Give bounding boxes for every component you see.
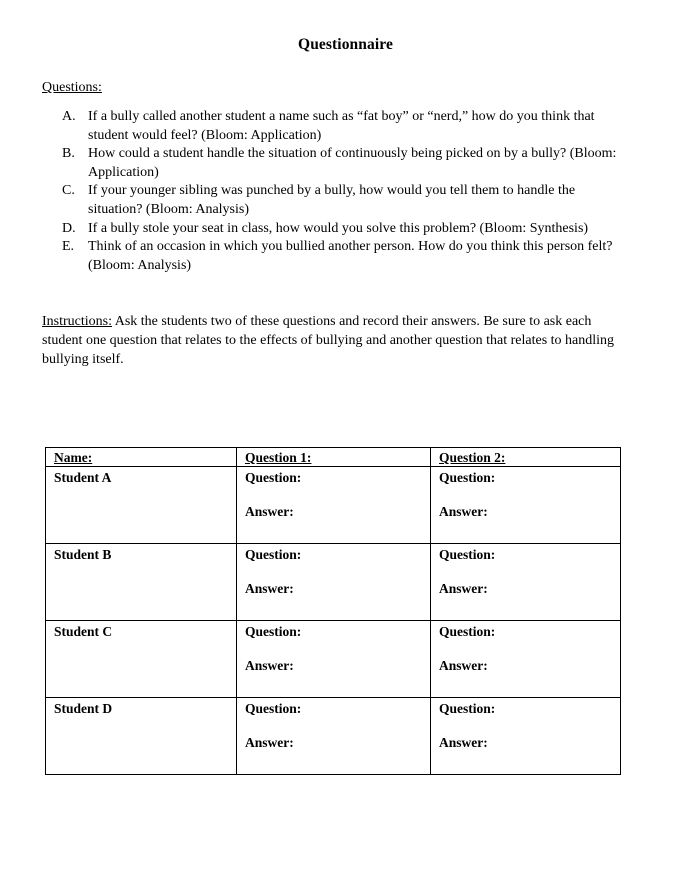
question-2-cell[interactable] [431,698,621,775]
question-1-cell[interactable] [237,467,431,544]
question-1-cell[interactable] [237,698,431,775]
answer-label: Answer: [439,504,488,520]
list-item-text: If a bully called another student a name such as “fat boy” or “nerd,” how do you think that student would feel? (Bloom: Application) [88,109,595,143]
list-item-marker: A. [62,109,76,124]
list-item-marker: C. [62,183,75,199]
list-item-text: Think of an occasion in which you bullied another person. How do you think this person felt? (Bloom: Analysis) [88,239,613,273]
cell-spacer [245,563,430,580]
table-header-question-2-label: Question 2: [439,450,506,466]
instructions-label: Instructions: [42,314,112,330]
table-header-row [46,448,621,467]
list-item [62,238,691,275]
answer-label: Answer: [245,581,294,597]
question-label: Question: [439,624,496,640]
table-header-name-label: Name: [54,450,93,466]
answer-label: Answer: [439,735,488,751]
question-1-cell[interactable] [237,544,431,621]
table-row [46,467,621,544]
list-item [62,108,691,145]
cell-spacer [245,717,430,734]
list-item [62,220,691,239]
questions-list [0,96,691,275]
list-item-text: How could a student handle the situation of continuously being picked on by a bully? (Bloom: Application) [88,146,617,180]
question-label: Question: [245,470,302,486]
instructions-text: Ask the students two of these questions and record their answers. Be sure to ask each student one question that relates to the effects of bullying and another question that relates to handling bullying itself. [42,314,615,367]
table-header-question-2 [431,448,621,467]
list-item-marker: B. [62,146,75,162]
table-header-question-1-label: Question 1: [245,450,312,466]
cell-spacer [245,640,430,657]
question-1-cell[interactable] [237,621,431,698]
list-item-marker: D. [62,220,76,236]
student-name-label: Student B [54,547,112,563]
student-name-label: Student D [54,701,113,717]
student-name-label: Student C [54,624,113,640]
list-item [62,145,691,182]
question-label: Question: [439,547,496,563]
question-label: Question: [245,701,302,717]
instructions-paragraph [0,275,691,369]
list-item-marker: E. [62,239,75,255]
cell-spacer [439,640,620,657]
answer-label: Answer: [439,658,488,674]
list-item-text: If your younger sibling was punched by a bully, how would you tell them to handle the situation? (Bloom: Analysis) [88,183,576,217]
cell-spacer [439,486,620,503]
question-label: Question: [439,470,496,486]
question-label: Question: [245,624,302,640]
cell-spacer [439,717,620,734]
student-name-cell [46,544,237,621]
answer-label: Answer: [245,658,294,674]
question-label: Question: [245,547,302,563]
table-row [46,698,621,775]
response-table-container [0,369,691,775]
table-row [46,621,621,698]
cell-spacer [245,486,430,503]
student-name-label: Student A [54,470,112,486]
questions-heading-label: Questions: [42,80,102,95]
list-item [62,182,691,219]
questions-heading [0,54,691,96]
answer-label: Answer: [245,504,294,520]
student-name-cell [46,698,237,775]
table-header-question-1 [237,448,431,467]
student-name-cell [46,467,237,544]
student-name-cell [46,621,237,698]
list-item-text: If a bully stole your seat in class, how would you solve this problem? (Bloom: Synthesis) [88,220,589,236]
table-row [46,544,621,621]
answer-label: Answer: [439,581,488,597]
page-title: Questionnaire [298,36,393,53]
question-label: Question: [439,701,496,717]
question-2-cell[interactable] [431,544,621,621]
table-header-name [46,448,237,467]
question-2-cell[interactable] [431,467,621,544]
response-table [45,447,621,775]
answer-label: Answer: [245,735,294,751]
question-2-cell[interactable] [431,621,621,698]
cell-spacer [439,563,620,580]
